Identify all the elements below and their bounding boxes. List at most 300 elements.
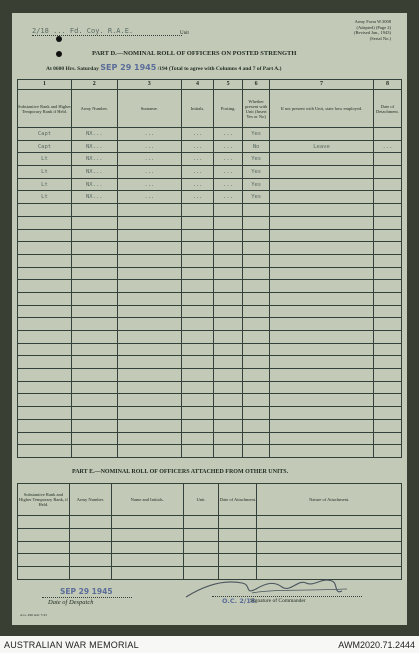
table-cell (270, 381, 374, 394)
unit-label: Unit (180, 31, 189, 36)
table-cell (71, 292, 117, 305)
table-cell: NX... (71, 166, 117, 179)
table-row (18, 166, 402, 179)
table-cell (71, 204, 117, 217)
table-cell (117, 204, 181, 217)
table-cell: ... (117, 140, 181, 153)
table-cell: NX... (71, 153, 117, 166)
table-row (18, 267, 402, 280)
table-row (18, 318, 402, 331)
table-cell (373, 445, 401, 458)
table-cell (71, 242, 117, 255)
table-cell: Lt (18, 178, 72, 191)
table-cell (270, 318, 374, 331)
table-cell (181, 432, 213, 445)
column-header: Initials. (181, 90, 213, 128)
table-row (18, 419, 402, 432)
table-cell (257, 554, 402, 567)
table-cell: ... (214, 140, 243, 153)
table-cell: NX... (71, 140, 117, 153)
table-cell (214, 445, 243, 458)
table-cell (71, 407, 117, 420)
table-cell (219, 541, 257, 554)
table-cell (243, 242, 270, 255)
column-number: 8 (373, 80, 401, 90)
form-reference (321, 19, 391, 41)
table-cell: ... (373, 140, 401, 153)
table-cell: Yes (243, 178, 270, 191)
table-cell (181, 280, 213, 293)
table-cell (18, 567, 70, 580)
table-cell (270, 166, 374, 179)
table-cell: ... (181, 128, 213, 141)
table-cell (219, 528, 257, 541)
table-cell (373, 356, 401, 369)
table-cell (71, 419, 117, 432)
table-cell: ... (117, 153, 181, 166)
part-e-title: PART E.—NOMINAL ROLL OF OFFICERS ATTACHED FROM OTHER UNITS. (72, 469, 289, 475)
table-cell (243, 267, 270, 280)
table-row (18, 178, 402, 191)
table-cell (117, 280, 181, 293)
table-cell (181, 242, 213, 255)
table-cell (219, 516, 257, 529)
table-row (18, 445, 402, 458)
table-cell (243, 394, 270, 407)
table-cell (270, 445, 374, 458)
table-row (18, 331, 402, 344)
table-cell (71, 381, 117, 394)
table-cell (18, 229, 72, 242)
subtitle-year: /194 (157, 66, 168, 72)
table-cell (18, 394, 72, 407)
table-cell (270, 178, 374, 191)
table-cell (373, 381, 401, 394)
table-cell (243, 331, 270, 344)
column-header: Nature of Attachment. (257, 484, 402, 516)
table-cell (117, 369, 181, 382)
table-cell (181, 305, 213, 318)
column-header: Surname. (117, 90, 181, 128)
accession-number: AWM2020.71.2444 (338, 640, 415, 650)
table-cell (18, 267, 72, 280)
table-cell (270, 242, 374, 255)
column-number: 1 (18, 80, 72, 90)
table-cell: Yes (243, 166, 270, 179)
table-cell (18, 305, 72, 318)
table-cell (243, 305, 270, 318)
part-e-headers-row (18, 484, 402, 516)
archive-footer (0, 636, 419, 653)
table-cell: Capt (18, 140, 72, 153)
column-header: Name and Initials. (111, 484, 183, 516)
table-cell (214, 267, 243, 280)
table-cell: NX... (71, 191, 117, 204)
table-cell (214, 381, 243, 394)
table-cell (117, 343, 181, 356)
table-cell (117, 419, 181, 432)
table-cell (243, 292, 270, 305)
table-cell (18, 432, 72, 445)
table-cell (270, 292, 374, 305)
table-cell (243, 432, 270, 445)
table-cell (214, 394, 243, 407)
table-cell (181, 407, 213, 420)
table-cell (117, 267, 181, 280)
table-cell: Yes (243, 128, 270, 141)
table-cell (373, 292, 401, 305)
table-cell (243, 356, 270, 369)
table-cell (373, 267, 401, 280)
table-cell (270, 356, 374, 369)
table-cell (373, 369, 401, 382)
table-cell (214, 204, 243, 217)
table-cell (181, 343, 213, 356)
table-cell (373, 178, 401, 191)
table-cell (18, 343, 72, 356)
table-cell (373, 394, 401, 407)
table-cell (270, 369, 374, 382)
table-cell: Leave (270, 140, 374, 153)
table-cell (373, 153, 401, 166)
table-cell: Lt (18, 153, 72, 166)
column-number: 2 (71, 80, 117, 90)
table-cell (117, 216, 181, 229)
table-cell (243, 204, 270, 217)
table-cell (373, 191, 401, 204)
table-cell (270, 343, 374, 356)
table-cell (69, 516, 111, 529)
table-cell (117, 229, 181, 242)
column-header: Whether present with Unit (Insert Yes or No) (243, 90, 270, 128)
table-cell (111, 567, 183, 580)
table-cell (214, 318, 243, 331)
table-cell (214, 216, 243, 229)
column-numbers-row (18, 80, 402, 90)
table-cell: ... (214, 153, 243, 166)
table-cell (111, 516, 183, 529)
form-adapted: (Adapted) (Page 2) (356, 24, 391, 30)
table-cell (214, 407, 243, 420)
table-cell (181, 292, 213, 305)
table-row (18, 140, 402, 153)
table-cell (181, 204, 213, 217)
table-cell: ... (214, 166, 243, 179)
form-serial: (Serial No.) (369, 35, 391, 41)
table-cell (270, 432, 374, 445)
table-cell (18, 254, 72, 267)
table-cell (373, 432, 401, 445)
column-header: Posting. (214, 90, 243, 128)
table-cell (183, 516, 219, 529)
table-cell (71, 254, 117, 267)
table-cell: ... (181, 191, 213, 204)
table-row (18, 369, 402, 382)
subtitle-prefix: At 0600 Hrs. Saturday (46, 66, 99, 72)
punch-hole (56, 36, 62, 42)
form-number: Army Form W.3008 (354, 19, 391, 24)
table-cell (111, 541, 183, 554)
part-d-title: PART D.—NOMINAL ROLL OF OFFICERS ON POSTED STRENGTH (92, 50, 297, 57)
table-cell (270, 305, 374, 318)
table-cell: ... (117, 128, 181, 141)
table-cell (270, 267, 374, 280)
table-cell: ... (214, 178, 243, 191)
subtitle-suffix: (Total to agree with Columns 4 and 7 of Part A.) (168, 66, 282, 72)
table-cell (243, 229, 270, 242)
table-cell (373, 216, 401, 229)
table-cell (71, 267, 117, 280)
table-cell (117, 318, 181, 331)
table-row (18, 254, 402, 267)
table-cell (270, 204, 374, 217)
table-cell (243, 419, 270, 432)
table-cell (270, 407, 374, 420)
column-number: 6 (243, 80, 270, 90)
table-cell: Capt (18, 128, 72, 141)
table-cell: ... (117, 178, 181, 191)
table-cell (117, 305, 181, 318)
column-header: Army Number. (69, 484, 111, 516)
table-row (18, 191, 402, 204)
table-cell (214, 305, 243, 318)
table-row (18, 541, 402, 554)
table-cell (117, 432, 181, 445)
column-number: 7 (270, 80, 374, 90)
table-cell: ... (214, 128, 243, 141)
table-cell: Yes (243, 191, 270, 204)
table-cell (270, 394, 374, 407)
table-cell (71, 216, 117, 229)
table-cell: Yes (243, 153, 270, 166)
table-cell (181, 331, 213, 344)
table-cell (69, 554, 111, 567)
table-cell (117, 242, 181, 255)
table-cell (243, 216, 270, 229)
table-cell (71, 318, 117, 331)
table-cell (18, 242, 72, 255)
table-cell (181, 267, 213, 280)
unit-handwritten: 2/18 ... Fd. Coy. R.A.E. (32, 27, 134, 35)
signature-line (212, 596, 362, 597)
column-number: 4 (181, 80, 213, 90)
table-row (18, 280, 402, 293)
table-cell (373, 318, 401, 331)
table-cell (243, 280, 270, 293)
column-header: Date of Detachment. (373, 90, 401, 128)
table-cell (214, 280, 243, 293)
date-of-despatch-label: Date of Despatch (48, 599, 94, 606)
table-cell (181, 445, 213, 458)
table-cell (181, 216, 213, 229)
table-cell (373, 229, 401, 242)
table-cell (270, 280, 374, 293)
table-cell (117, 292, 181, 305)
unit-line (32, 35, 182, 36)
table-row (18, 394, 402, 407)
table-cell (117, 331, 181, 344)
table-cell: ... (117, 166, 181, 179)
table-cell (181, 394, 213, 407)
part-d-table (17, 79, 402, 458)
table-cell (214, 254, 243, 267)
table-cell (117, 356, 181, 369)
table-cell: ... (181, 140, 213, 153)
table-cell (270, 331, 374, 344)
table-row (18, 381, 402, 394)
table-cell (243, 254, 270, 267)
table-cell: NX... (71, 178, 117, 191)
table-cell (373, 419, 401, 432)
table-cell (270, 419, 374, 432)
table-cell (214, 419, 243, 432)
table-cell (18, 204, 72, 217)
table-row (18, 128, 402, 141)
table-cell (373, 280, 401, 293)
table-cell (181, 369, 213, 382)
table-cell (18, 369, 72, 382)
table-cell (71, 432, 117, 445)
table-cell (18, 381, 72, 394)
punch-hole (56, 51, 62, 57)
column-header: Unit. (183, 484, 219, 516)
table-cell (18, 331, 72, 344)
table-cell (373, 331, 401, 344)
column-header: Army Number. (71, 90, 117, 128)
table-cell (219, 554, 257, 567)
table-cell (270, 128, 374, 141)
document-sheet (12, 13, 407, 625)
table-cell (18, 280, 72, 293)
table-cell (183, 554, 219, 567)
table-cell (71, 331, 117, 344)
form-revised: (Revised Jan., 1943) (354, 30, 391, 35)
table-cell (18, 318, 72, 331)
table-cell (257, 516, 402, 529)
table-cell (71, 305, 117, 318)
table-cell (117, 381, 181, 394)
table-cell (373, 254, 401, 267)
table-cell (181, 419, 213, 432)
table-cell: No (243, 140, 270, 153)
table-cell (18, 528, 70, 541)
table-cell (111, 528, 183, 541)
table-cell (117, 407, 181, 420)
table-cell (270, 216, 374, 229)
table-cell (373, 242, 401, 255)
column-number: 3 (117, 80, 181, 90)
table-row (18, 356, 402, 369)
table-row (18, 343, 402, 356)
table-cell (117, 445, 181, 458)
table-cell (18, 419, 72, 432)
column-header: If not present with Unit, state how employed. (270, 90, 374, 128)
table-cell (243, 343, 270, 356)
column-header: Date of Attachment. (219, 484, 257, 516)
table-cell (18, 541, 70, 554)
table-row (18, 153, 402, 166)
printer-code: A.G. 296 Adv 7/43 (20, 613, 47, 617)
table-cell (18, 216, 72, 229)
table-cell (69, 541, 111, 554)
unit-stamp: O.C. 2/18 (222, 597, 256, 605)
table-cell (243, 369, 270, 382)
table-cell (243, 381, 270, 394)
table-cell (243, 407, 270, 420)
table-cell (69, 567, 111, 580)
table-cell (111, 554, 183, 567)
column-header: Substantive Rank and Higher Temporary Rank if Held. (18, 90, 72, 128)
table-cell (181, 381, 213, 394)
table-cell (71, 369, 117, 382)
table-row (18, 528, 402, 541)
table-cell (214, 432, 243, 445)
table-cell (18, 516, 70, 529)
table-cell (214, 229, 243, 242)
table-cell: ... (181, 153, 213, 166)
table-cell (117, 254, 181, 267)
table-row (18, 305, 402, 318)
table-cell (71, 343, 117, 356)
table-row (18, 554, 402, 567)
table-cell (270, 229, 374, 242)
table-cell (181, 318, 213, 331)
table-cell (181, 229, 213, 242)
part-d-subtitle (46, 63, 281, 72)
table-cell (270, 153, 374, 166)
table-row (18, 292, 402, 305)
table-row (18, 516, 402, 529)
signature-label: Signature of Commander (250, 598, 306, 604)
table-cell (373, 407, 401, 420)
table-cell (373, 166, 401, 179)
table-cell (117, 394, 181, 407)
table-cell (18, 407, 72, 420)
table-cell (270, 191, 374, 204)
table-cell (257, 541, 402, 554)
table-cell (71, 356, 117, 369)
table-cell (214, 369, 243, 382)
despatch-date-stamp: SEP 29 1945 (60, 587, 113, 596)
table-cell (214, 356, 243, 369)
column-number: 5 (214, 80, 243, 90)
table-cell (373, 204, 401, 217)
table-cell (214, 331, 243, 344)
table-cell (18, 554, 70, 567)
table-cell: ... (181, 178, 213, 191)
table-cell (69, 528, 111, 541)
table-cell (373, 128, 401, 141)
table-cell (18, 445, 72, 458)
table-cell (181, 356, 213, 369)
table-cell: NX... (71, 128, 117, 141)
table-cell: Lt (18, 166, 72, 179)
table-cell (257, 528, 402, 541)
table-cell (270, 254, 374, 267)
table-cell (183, 541, 219, 554)
table-row (18, 216, 402, 229)
table-cell (71, 280, 117, 293)
table-row (18, 204, 402, 217)
table-cell (18, 356, 72, 369)
column-headers-row (18, 90, 402, 128)
table-cell (71, 229, 117, 242)
table-cell (183, 528, 219, 541)
part-d-body (18, 128, 402, 458)
table-row (18, 432, 402, 445)
table-cell: ... (117, 191, 181, 204)
archive-name: AUSTRALIAN WAR MEMORIAL (4, 640, 139, 650)
